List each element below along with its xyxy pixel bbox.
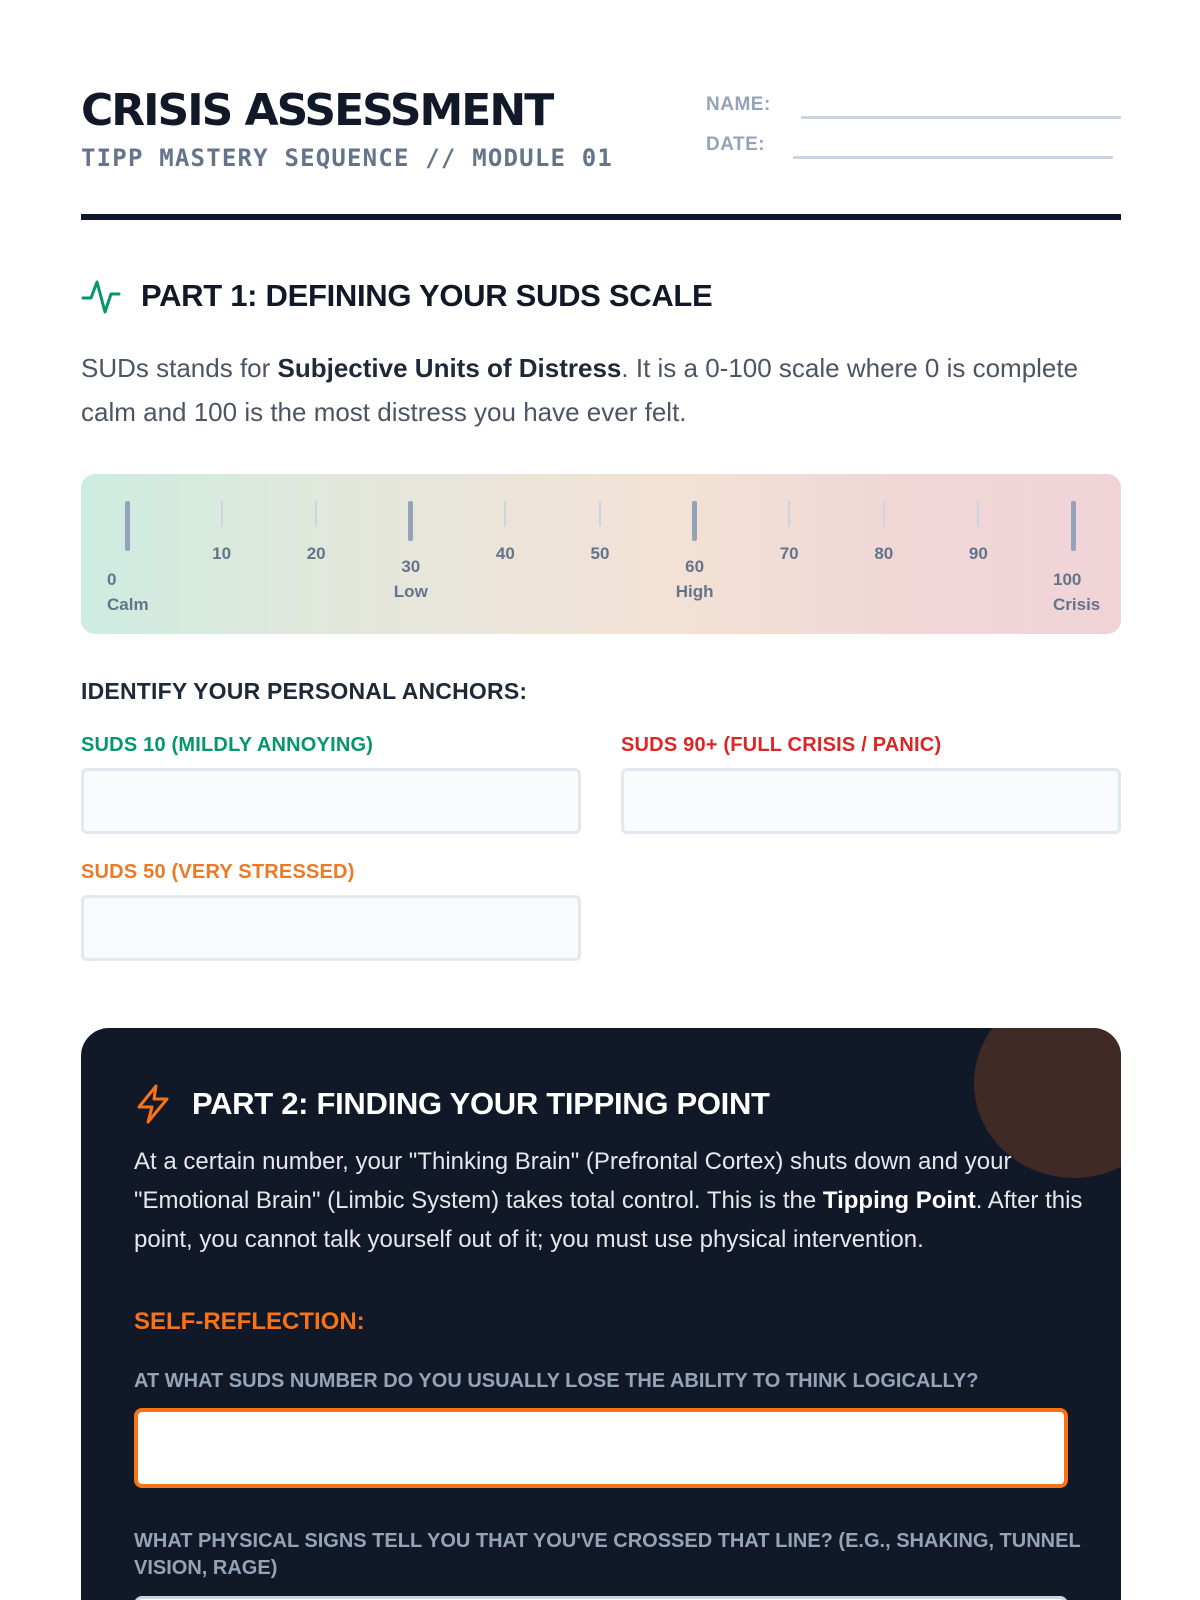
part1-heading xyxy=(81,276,712,316)
scale-tick-label-0: 0 xyxy=(107,570,117,589)
self-reflection-label: SELF-REFLECTION: xyxy=(134,1308,365,1335)
intro-bold: Subjective Units of Distress xyxy=(277,353,622,383)
anchor-input-suds10[interactable] xyxy=(81,768,581,834)
p2-text-prefix: At a certain number, your "Thinking Brain" (Prefrontal Cortex) shuts down and your "Emotional Brain" (Limbic System) takes total control. This is the xyxy=(134,1148,1012,1214)
scale-tick-label-70: 70 xyxy=(779,544,799,563)
part2-heading xyxy=(134,1084,770,1124)
scale-zone-label-crisis: Crisis xyxy=(1053,595,1101,614)
scale-zone-label-high: High xyxy=(675,582,714,601)
date-field[interactable] xyxy=(793,156,1113,159)
page-subtitle: TIPP MASTERY SEQUENCE // MODULE 01 xyxy=(81,144,614,172)
anchor-label-suds10: SUDS 10 (MILDLY ANNOYING) xyxy=(81,734,374,756)
question-1-input[interactable] xyxy=(134,1408,1068,1488)
question-2-input[interactable] xyxy=(134,1596,1068,1600)
intro-prefix: SUDs stands for xyxy=(81,353,278,383)
scale-tick-50 xyxy=(599,501,601,527)
worksheet-page xyxy=(81,0,1121,1600)
page-title: CRISIS ASSESSMENT xyxy=(81,85,553,136)
lightning-bolt-icon xyxy=(134,1084,172,1124)
suds-intro-text xyxy=(81,346,1121,434)
scale-tick-label-100: 100 xyxy=(1053,570,1082,589)
scale-tick-label-50: 50 xyxy=(590,544,610,563)
scale-tick-10 xyxy=(221,501,223,527)
question-1-label: AT WHAT SUDS NUMBER DO YOU USUALLY LOSE THE ABILITY TO THINK LOGICALLY? xyxy=(134,1370,979,1392)
name-label: NAME: xyxy=(706,94,771,115)
scale-tick-30 xyxy=(408,501,413,541)
anchor-label-suds90: SUDS 90+ (FULL CRISIS / PANIC) xyxy=(621,734,942,756)
scale-tick-label-60: 60 xyxy=(685,557,705,576)
header-divider xyxy=(81,214,1121,220)
suds-scale-bar xyxy=(81,474,1121,634)
intro-suffix: . It is a 0-100 scale where 0 is complete calm and 100 is the most distress you have ever felt. xyxy=(81,353,1079,427)
anchors-title: IDENTIFY YOUR PERSONAL ANCHORS: xyxy=(81,678,528,704)
scale-tick-100 xyxy=(1071,501,1076,551)
anchor-input-suds90[interactable] xyxy=(621,768,1121,834)
tipping-point-card xyxy=(81,1028,1121,1600)
scale-tick-80 xyxy=(883,501,885,527)
name-field[interactable] xyxy=(801,116,1121,119)
p2-text-suffix: . After this point, you cannot talk yourself out of it; you must use physical intervention. xyxy=(134,1187,1083,1253)
scale-tick-label-90: 90 xyxy=(968,544,988,563)
tipping-point-text xyxy=(134,1142,1084,1259)
worksheet-header xyxy=(81,84,1121,220)
date-label: DATE: xyxy=(706,134,766,155)
scale-zone-label-low: Low xyxy=(393,582,428,601)
scale-tick-label-10: 10 xyxy=(212,544,232,563)
question-2-label: WHAT PHYSICAL SIGNS TELL YOU THAT YOU'VE CROSSED THAT LINE? (E.G., SHAKING, TUNNEL VISION, RAGE) xyxy=(134,1530,1081,1579)
scale-tick-90 xyxy=(977,501,979,527)
scale-tick-70 xyxy=(788,501,790,527)
scale-tick-60 xyxy=(692,501,697,541)
scale-tick-40 xyxy=(504,501,506,527)
scale-tick-label-40: 40 xyxy=(495,544,515,563)
p2-text-bold: Tipping Point xyxy=(822,1187,976,1214)
part2-title: PART 2: FINDING YOUR TIPPING POINT xyxy=(192,1086,770,1121)
activity-pulse-icon xyxy=(81,276,121,316)
part1-title: PART 1: DEFINING YOUR SUDS SCALE xyxy=(141,278,713,313)
scale-zone-label-calm: Calm xyxy=(107,595,149,614)
scale-tick-0 xyxy=(125,501,130,551)
anchor-input-suds50[interactable] xyxy=(81,895,581,961)
scale-tick-label-30: 30 xyxy=(401,557,421,576)
anchor-label-suds50: SUDS 50 (VERY STRESSED) xyxy=(81,861,355,883)
scale-tick-label-20: 20 xyxy=(306,544,326,563)
scale-tick-label-80: 80 xyxy=(874,544,894,563)
scale-tick-20 xyxy=(315,501,317,527)
